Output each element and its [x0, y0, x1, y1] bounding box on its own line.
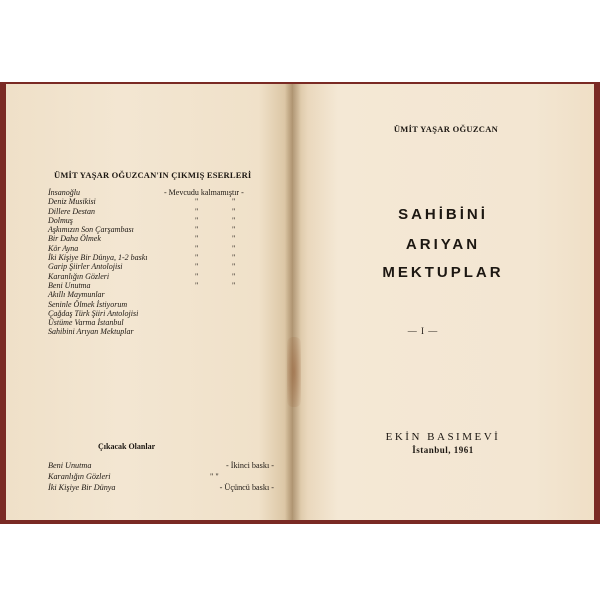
work-note: ": [232, 243, 236, 253]
work-note: ": [232, 271, 236, 281]
list-item: [48, 309, 288, 318]
right-page: [293, 84, 594, 520]
paper-stain: [287, 337, 301, 407]
left-page: [6, 84, 293, 520]
work-note: ": [195, 225, 199, 235]
list-item: [48, 281, 288, 290]
work-note: ": [232, 225, 236, 235]
list-item: [48, 318, 288, 327]
list-item: [48, 290, 288, 299]
list-item: [48, 197, 288, 206]
book-title-line: MEKTUPLAR: [382, 264, 504, 281]
works-heading: ÜMİT YAŞAR OĞUZCAN'IN ÇIKMIŞ ESERLERİ: [54, 170, 252, 180]
list-item: [48, 234, 288, 243]
work-title: İnsanoğlu: [48, 188, 80, 197]
work-title: Garip Şiirler Antolojisi: [48, 262, 123, 272]
work-title: İki Kişiye Bir Dünya, 1-2 baskı: [48, 253, 148, 263]
book-title-line: ARIYAN: [405, 236, 481, 253]
list-item: [48, 471, 288, 482]
work-title: Seninle Ölmek İstiyorum: [48, 299, 128, 309]
work-title: Dillere Destan: [48, 206, 96, 216]
work-note: ": [232, 234, 236, 244]
work-title: Sahibini Arıyan Mektuplar: [48, 327, 134, 337]
work-title: Deniz Musikisi: [48, 197, 96, 207]
work-note: ": [195, 197, 199, 207]
work-note: ": [232, 197, 236, 207]
work-title: Çağdaş Türk Şiiri Antolojisi: [48, 308, 139, 318]
work-title: Kör Ayna: [48, 243, 79, 253]
work-note: ": [232, 206, 236, 216]
list-item: [48, 244, 288, 253]
work-note: ": [195, 243, 199, 253]
list-item: [48, 482, 288, 493]
place-and-year: İstanbul, 1961: [412, 445, 474, 455]
work-note: ": [195, 234, 199, 244]
upcoming-title: Karanlığın Gözleri: [48, 472, 111, 481]
list-item: [48, 225, 288, 234]
work-note: ": [232, 280, 236, 290]
list-item: [48, 253, 288, 262]
upcoming-title: İki Kişiye Bir Dünya: [48, 483, 116, 492]
work-note: - Mevcudu kalmamıştır -: [164, 188, 244, 197]
work-title: Bir Daha Ölmek: [48, 234, 101, 244]
list-item: [48, 207, 288, 216]
work-title: Karanlığın Gözleri: [48, 271, 110, 281]
work-title: Dolmuş: [48, 215, 73, 225]
work-title: Üstüme Varma İstanbul: [48, 318, 124, 328]
list-item: [48, 188, 288, 197]
list-item: [48, 327, 288, 336]
work-title: Beni Unutma: [48, 280, 91, 290]
upcoming-title: Beni Unutma: [48, 461, 92, 470]
upcoming-note: - İkinci baskı -: [226, 461, 274, 470]
work-note: ": [195, 253, 199, 263]
work-note: ": [195, 271, 199, 281]
book-spine: [285, 84, 301, 520]
book-title-line: SAHİBİNİ: [398, 206, 488, 223]
publisher-name: EKİN BASIMEVİ: [385, 431, 501, 443]
work-note: ": [232, 215, 236, 225]
upcoming-note: - Üçüncü baskı -: [219, 483, 274, 492]
work-note: ": [232, 262, 236, 272]
work-note: ": [195, 262, 199, 272]
upcoming-note: " ": [210, 472, 219, 481]
author-name: ÜMİT YAŞAR OĞUZCAN: [393, 124, 499, 134]
open-book: [0, 82, 600, 524]
list-item: [48, 460, 288, 471]
list-item: [48, 300, 288, 309]
work-note: ": [195, 280, 199, 290]
list-item: [48, 262, 288, 271]
work-note: ": [232, 253, 236, 263]
work-title: Akıllı Maymunlar: [48, 290, 105, 300]
volume-number: — I —: [407, 326, 439, 336]
list-item: [48, 216, 288, 225]
work-title: Aşkımızın Son Çarşambası: [48, 225, 134, 235]
list-item: [48, 272, 288, 281]
work-note: ": [195, 206, 199, 216]
upcoming-heading: Çıkacak Olanlar: [98, 442, 156, 451]
upcoming-list: [48, 460, 288, 493]
work-note: ": [195, 215, 199, 225]
works-list: [48, 188, 288, 337]
